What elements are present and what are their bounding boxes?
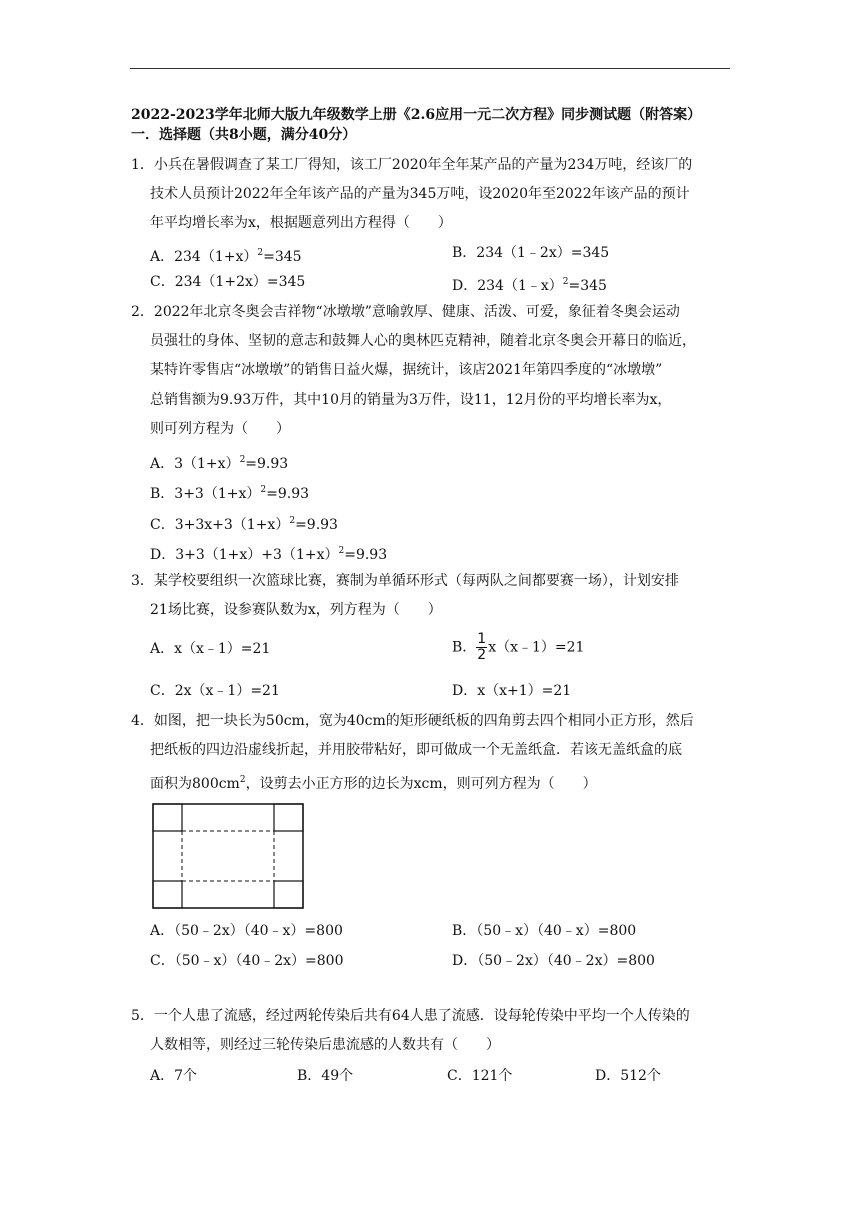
question-3-option-b-label: B． xyxy=(452,639,477,656)
question-4-option-c[interactable]: C．（50﹣x）（40﹣2x）=800 xyxy=(150,953,344,969)
question-5-option-c[interactable]: C．121个 xyxy=(447,1068,513,1084)
one-half-fraction: $\frac{1}{2}$ xyxy=(477,631,487,663)
question-4-option-b[interactable]: B．（50﹣x）（40﹣x）=800 xyxy=(452,923,637,939)
corner-square-bl xyxy=(153,881,182,908)
section-heading: 一．选择题（共8小题，满分40分） xyxy=(131,127,357,143)
question-1-option-a[interactable]: A．$234(1+x)^2=345$ xyxy=(150,248,302,265)
question-2-option-b[interactable]: B．$3+3(1+x)^2=9.93$ xyxy=(150,485,310,502)
question-1-line-3: 年平均增长率为x，根据题意列出方程得（ ） xyxy=(150,215,452,231)
corner-square-tl xyxy=(153,804,182,831)
question-5-line-1: 5．一个人患了流感，经过两轮传染后共有64人患了流感．设每轮传染中平均一个人传染的 xyxy=(131,1008,690,1024)
question-2-option-a[interactable]: A．$3(1+x)^2=9.93$ xyxy=(150,455,289,472)
question-2-option-c[interactable]: C．$3+3x+3(1+x)^2=9.93$ xyxy=(150,516,338,533)
doc-title: 2022-2023学年北师大版九年级数学上册《2.6应用一元二次方程》同步测试题（附答案） xyxy=(131,107,702,123)
corner-square-tr xyxy=(274,804,303,831)
corner-square-br xyxy=(274,881,303,908)
question-3-option-b[interactable] xyxy=(452,632,584,663)
question-1-line-2: 技术人员预计2022年全年该产品的产量为345万吨，设2020年至2022年该产品的预计 xyxy=(150,186,690,202)
question-4-line-1: 4．如图，把一块长为50cm，宽为40cm的矩形硬纸板的四角剪去四个相同小正方形，然后 xyxy=(131,713,694,729)
question-4-line-2: 把纸板的四边沿虚线折起，并用胶带粘好，即可做成一个无盖纸盒．若该无盖纸盒的底 xyxy=(150,742,682,758)
box-net-figure xyxy=(152,803,304,909)
question-4-option-a[interactable]: A．（50﹣2x）（40﹣x）=800 xyxy=(150,923,343,939)
question-2-line-1: 2．2022年北京冬奥会吉祥物“冰墩墩”意喻敦厚、健康、活泼、可爱，象征着冬奥会运动 xyxy=(131,304,680,320)
question-1-option-b[interactable]: B．234（1﹣2x）=345 xyxy=(452,245,610,261)
question-3-line-2: 21场比赛，设参赛队数为x，列方程为（ ） xyxy=(150,602,442,618)
question-1-option-c[interactable]: C．234（1+2x）=345 xyxy=(150,274,306,290)
question-4-option-d[interactable]: D．（50﹣2x）（40﹣2x）=800 xyxy=(452,953,655,969)
question-1-option-d[interactable]: D．234（1﹣x）$^2$=345 xyxy=(452,277,607,294)
question-3-option-c[interactable]: C．2x（x﹣1）=21 xyxy=(150,683,280,699)
question-5-line-2: 人数相等，则经过三轮传染后患流感的人数共有（ ） xyxy=(150,1037,500,1053)
cardboard-outline xyxy=(153,804,303,908)
question-3-option-b-expr: x（x﹣1）=21 xyxy=(488,639,585,656)
question-2-line-4: 总销售额为9.93万件，其中10月的销量为3万件，设11，12月份的平均增长率为x， xyxy=(150,392,672,408)
question-2-option-d[interactable]: D．$3+3(1+x)+3(1+x)^2=9.93$ xyxy=(150,546,388,563)
question-2-line-5: 则可列方程为（ ） xyxy=(150,421,290,437)
question-5-option-a[interactable]: A．7个 xyxy=(150,1068,198,1084)
question-5-option-b[interactable]: B．49个 xyxy=(297,1068,354,1084)
question-4-line-3: 面积为$800cm^2$，设剪去小正方形的边长为xcm，则可列方程为（ ） xyxy=(150,775,597,792)
question-2-line-2: 员强壮的身体、坚韧的意志和鼓舞人心的奥林匹克精神，随着北京冬奥会开幕日的临近， xyxy=(150,333,696,349)
header-rule xyxy=(130,68,730,69)
question-3-line-1: 3．某学校要组织一次篮球比赛，赛制为单循环形式（每两队之间都要赛一场），计划安排 xyxy=(131,573,679,589)
question-3-option-d[interactable]: D．x（x+1）=21 xyxy=(452,683,572,699)
question-5-option-d[interactable]: D．512个 xyxy=(595,1068,661,1084)
question-3-option-a[interactable]: A．x（x﹣1）=21 xyxy=(150,641,271,657)
question-1-line-1: 1．小兵在暑假调查了某工厂得知，该工厂2020年全年某产品的产量为234万吨，经该厂的 xyxy=(131,157,693,173)
question-2-line-3: 某特许零售店“冰墩墩”的销售日益火爆，据统计，该店2021年第四季度的“冰墩墩” xyxy=(150,362,663,378)
